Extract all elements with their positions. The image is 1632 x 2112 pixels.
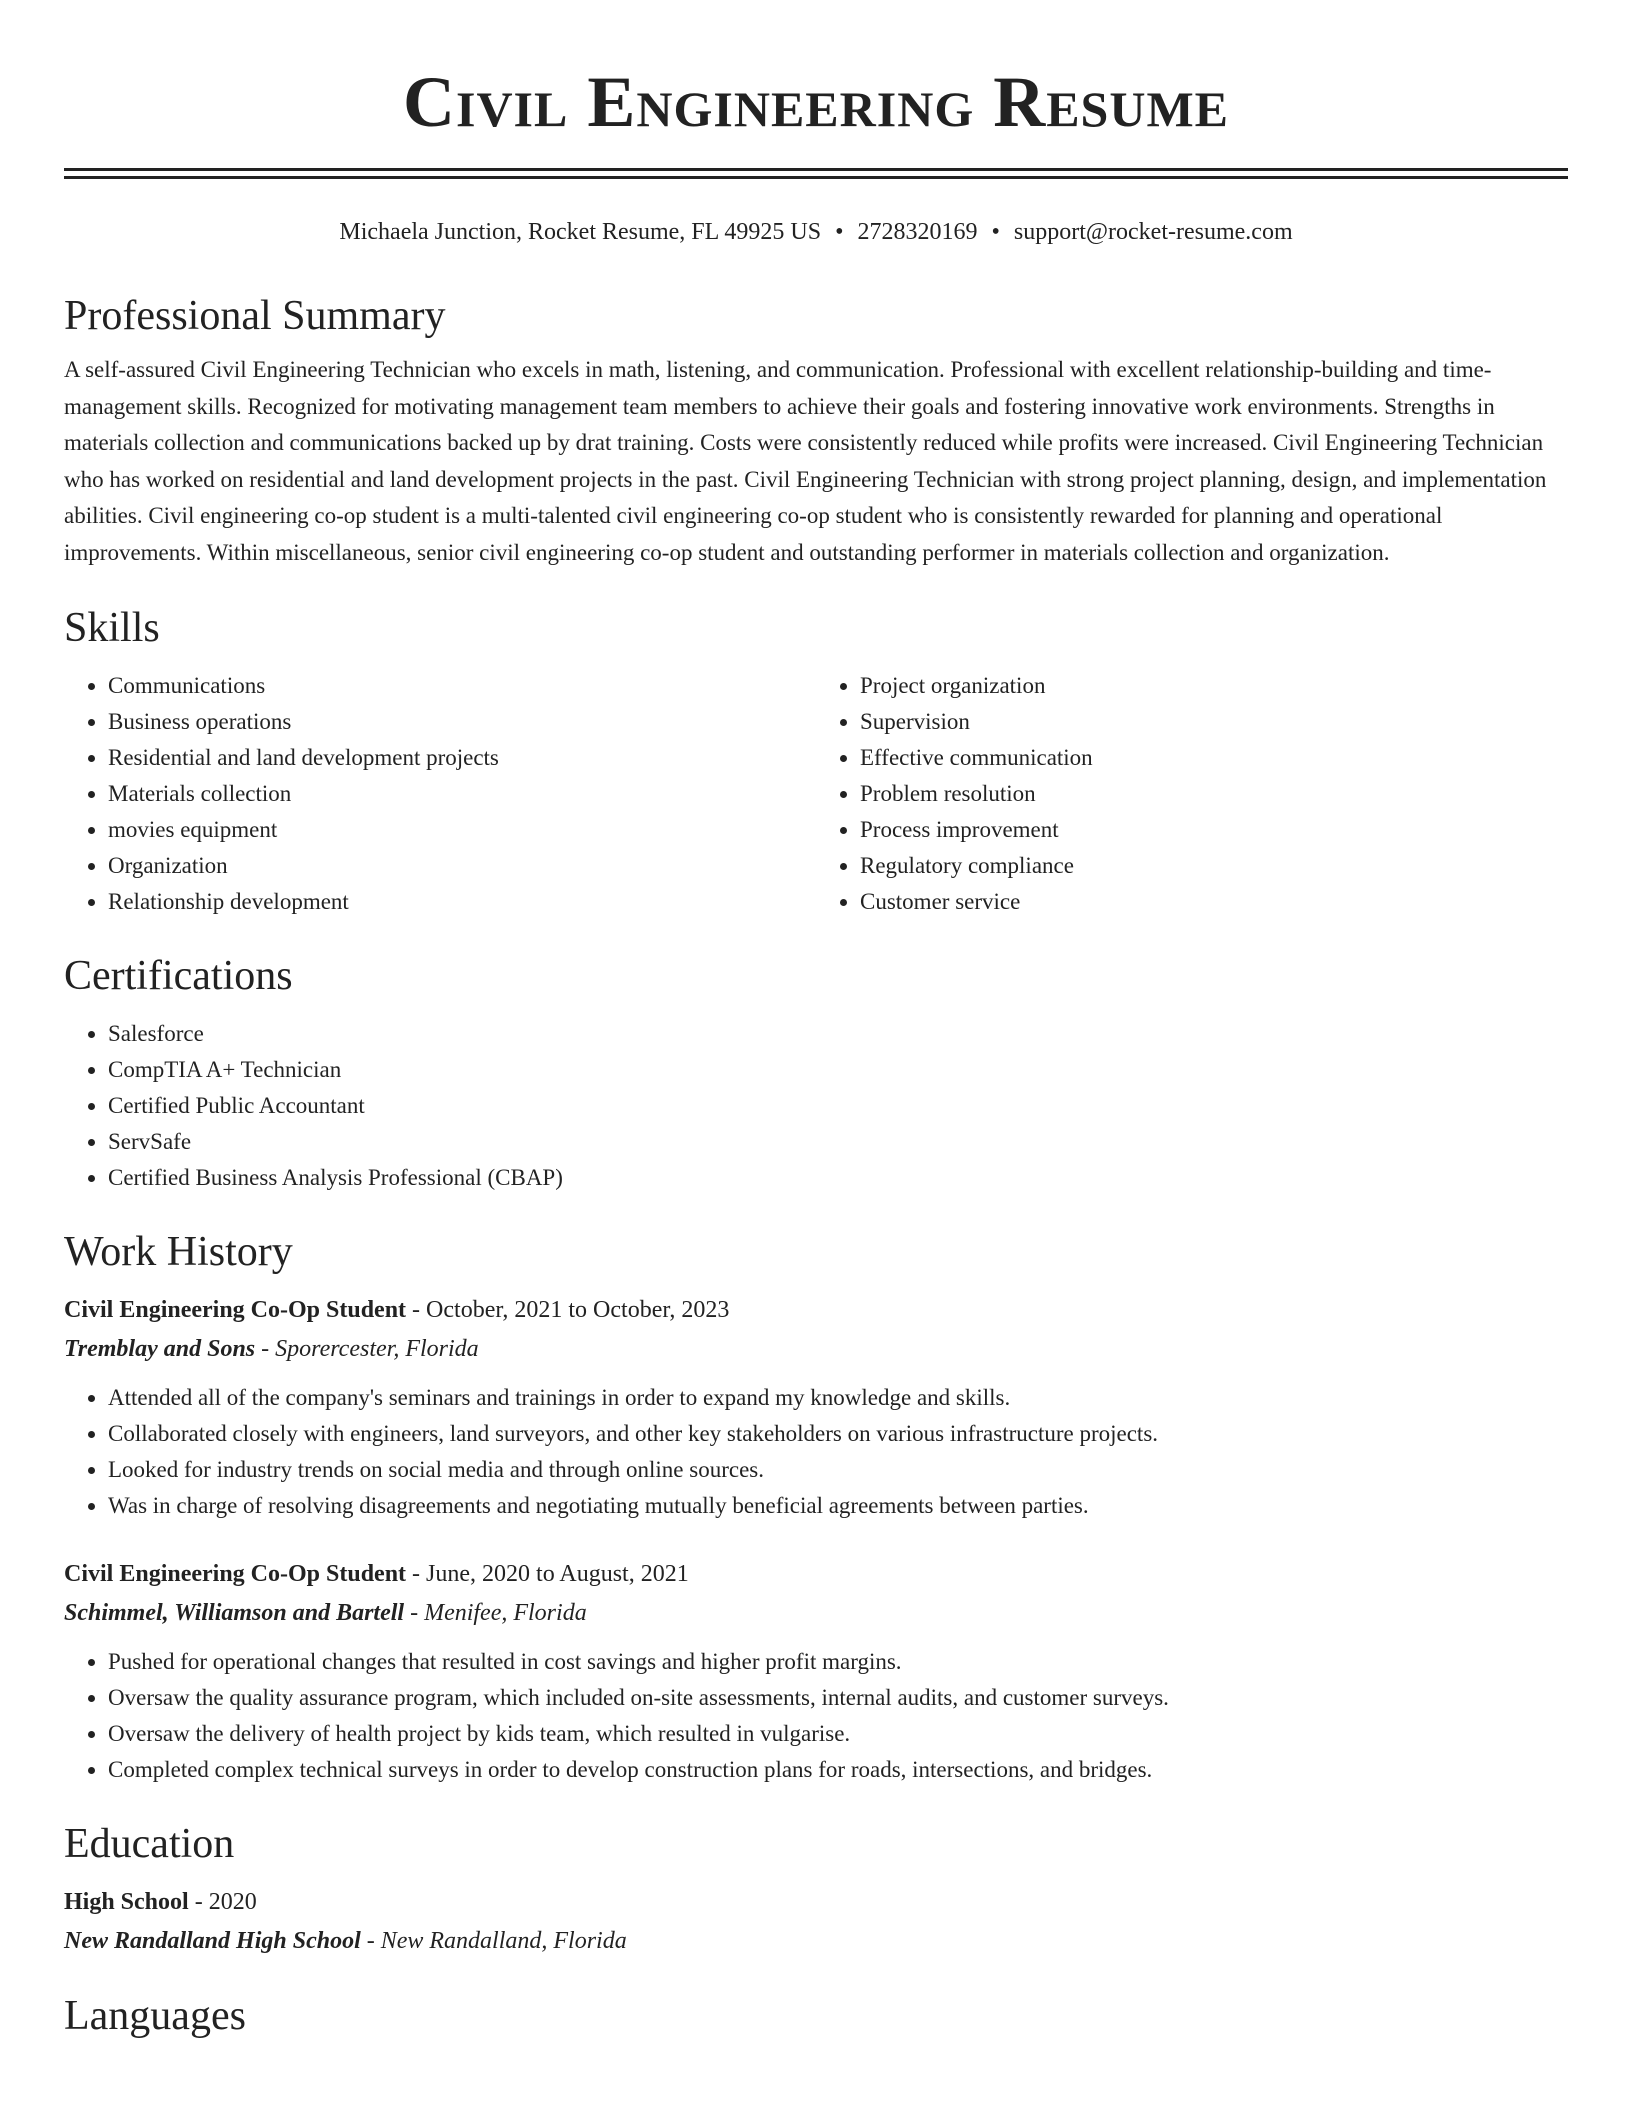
contact-address: Michaela Junction, Rocket Resume, FL 49925 US bbox=[339, 219, 822, 245]
skills-columns bbox=[64, 668, 1568, 920]
skill-item: • Communications bbox=[108, 668, 816, 704]
education-degree: High School bbox=[64, 1888, 189, 1915]
languages-section bbox=[64, 1988, 1568, 2044]
job-title-line bbox=[64, 1554, 1568, 1594]
job-company: Schimmel, Williamson and Bartell bbox=[64, 1599, 405, 1626]
skills-list-left bbox=[64, 668, 816, 920]
certification-item: • Certified Public Accountant bbox=[108, 1088, 1568, 1124]
education-school: New Randalland High School bbox=[64, 1927, 361, 1954]
job-title-line bbox=[64, 1290, 1568, 1330]
job-bullets bbox=[64, 1644, 1568, 1788]
job-location: - Sporercester, Florida bbox=[255, 1335, 479, 1362]
job-bullet: • Completed complex technical surveys in order to develop construction plans for roads, intersections, and bridges. bbox=[108, 1752, 1568, 1788]
job-bullets bbox=[64, 1380, 1568, 1524]
summary-text: A self-assured Civil Engineering Technician who excels in math, listening, and communication. Professional with excellent relationship-building and time-management skills. Recognized for motivating management team members to achieve their goals and fostering innovative work environments. Strengths in materials collection and communications backed up by drat training. Costs were consistently reduced while profits were increased. Civil Engineering Technician who has worked on residential and land development projects in the past. Civil Engineering Technician with strong project planning, design, and implementation abilities. Civil engineering co-op student is a multi-talented civil engineering co-op student who is consistently rewarded for planning and operational improvements. Within miscellaneous, senior civil engineering co-op student and outstanding performer in materials collection and organization. bbox=[64, 357, 1547, 565]
education-section bbox=[64, 1816, 1568, 1960]
job-company: Tremblay and Sons bbox=[64, 1335, 256, 1362]
certification-item: • ServSafe bbox=[108, 1124, 1568, 1160]
summary-heading: Professional Summary bbox=[64, 293, 446, 339]
skill-item: • Effective communication bbox=[860, 740, 1568, 776]
job-bullet: • Attended all of the company's seminars and trainings in order to expand my knowledge and skills. bbox=[108, 1380, 1568, 1416]
skill-item: • Residential and land development projects bbox=[108, 740, 816, 776]
work-history-section bbox=[64, 1224, 1568, 1788]
skill-item: • Project organization bbox=[860, 668, 1568, 704]
job-entry bbox=[64, 1554, 1568, 1788]
job-entry bbox=[64, 1290, 1568, 1524]
skill-item: • Relationship development bbox=[108, 884, 816, 920]
certifications-section bbox=[64, 948, 1568, 1196]
contact-email: support@rocket-resume.com bbox=[1013, 219, 1293, 245]
certifications-heading: Certifications bbox=[64, 952, 293, 999]
summary-section bbox=[64, 288, 1568, 572]
job-bullet: • Collaborated closely with engineers, land surveyors, and other key stakeholders on various infrastructure projects. bbox=[108, 1416, 1568, 1452]
skills-section bbox=[64, 600, 1568, 920]
job-location: - Menifee, Florida bbox=[404, 1599, 587, 1626]
contact-separator: • bbox=[991, 219, 1000, 245]
certification-item: • Certified Business Analysis Professional (CBAP) bbox=[108, 1160, 1568, 1196]
skill-item: • Business operations bbox=[108, 704, 816, 740]
skill-item: • Regulatory compliance bbox=[860, 848, 1568, 884]
skill-item: • Customer service bbox=[860, 884, 1568, 920]
languages-heading: Languages bbox=[64, 1992, 246, 2039]
education-heading: Education bbox=[64, 1820, 235, 1867]
skill-item: • Materials collection bbox=[108, 776, 816, 812]
job-company-line bbox=[64, 1330, 1568, 1368]
certification-item: • CompTIA A+ Technician bbox=[108, 1052, 1568, 1088]
job-title: Civil Engineering Co-Op Student bbox=[64, 1296, 407, 1323]
certifications-list bbox=[64, 1016, 1568, 1196]
job-dates: - October, 2021 to October, 2023 bbox=[406, 1296, 730, 1323]
job-bullet: • Pushed for operational changes that resulted in cost savings and higher profit margins. bbox=[108, 1644, 1568, 1680]
skill-item: • Problem resolution bbox=[860, 776, 1568, 812]
title-divider-thin bbox=[64, 176, 1568, 179]
certification-item: • Salesforce bbox=[108, 1016, 1568, 1052]
skill-item: • Organization bbox=[108, 848, 816, 884]
education-degree-line bbox=[64, 1882, 1568, 1922]
skills-heading: Skills bbox=[64, 604, 160, 651]
job-company-line bbox=[64, 1594, 1568, 1632]
education-school-line bbox=[64, 1922, 1568, 1960]
job-title: Civil Engineering Co-Op Student bbox=[64, 1560, 407, 1587]
contact-phone: 2728320169 bbox=[857, 219, 978, 245]
contact-separator: • bbox=[835, 219, 844, 245]
job-bullet: • Was in charge of resolving disagreements and negotiating mutually beneficial agreements between parties. bbox=[108, 1488, 1568, 1524]
education-year: - 2020 bbox=[188, 1888, 257, 1915]
skill-item: • Process improvement bbox=[860, 812, 1568, 848]
education-location: - New Randalland, Florida bbox=[360, 1927, 627, 1954]
contact-line bbox=[64, 216, 1568, 248]
title-divider-thick bbox=[64, 168, 1568, 171]
skill-item: • Supervision bbox=[860, 704, 1568, 740]
work-history-heading: Work History bbox=[64, 1228, 293, 1275]
job-bullet: • Oversaw the delivery of health project by kids team, which resulted in vulgarise. bbox=[108, 1716, 1568, 1752]
resume-content bbox=[64, 288, 1568, 2044]
job-bullet: • Looked for industry trends on social media and through online sources. bbox=[108, 1452, 1568, 1488]
job-bullet: • Oversaw the quality assurance program, which included on-site assessments, internal audits, and customer surveys. bbox=[108, 1680, 1568, 1716]
skills-list-right bbox=[816, 668, 1568, 920]
skill-item: • movies equipment bbox=[108, 812, 816, 848]
job-dates: - June, 2020 to August, 2021 bbox=[406, 1560, 689, 1587]
resume-title: Civil Engineering Resume bbox=[402, 62, 1230, 142]
